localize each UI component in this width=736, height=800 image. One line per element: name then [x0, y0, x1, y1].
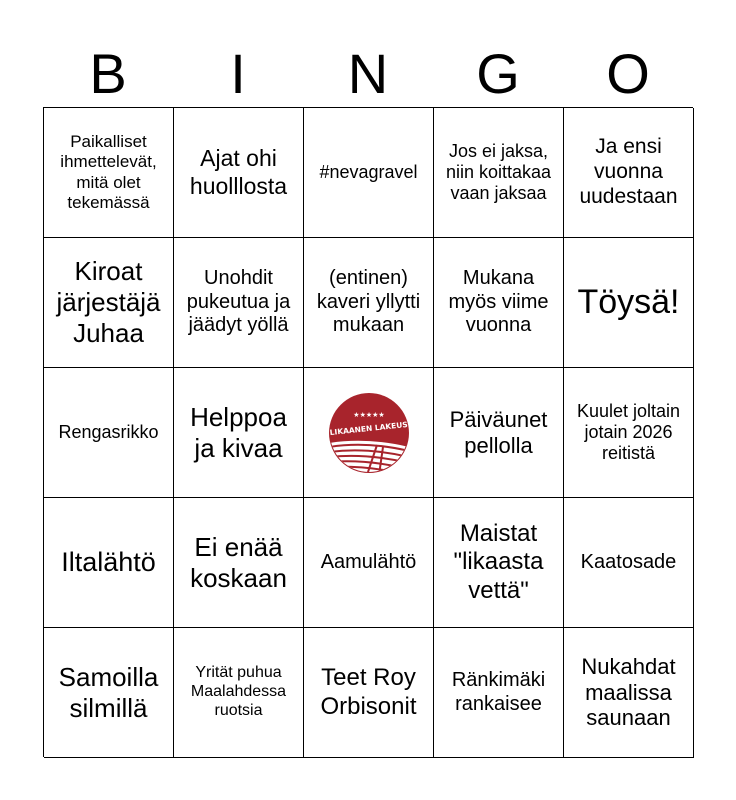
bingo-cell[interactable] — [174, 368, 304, 498]
bingo-cell[interactable] — [564, 368, 694, 498]
bingo-cell[interactable] — [174, 628, 304, 758]
cell-text: Yrität puhua Maalahdessa ruotsia — [190, 664, 287, 719]
cell-text: Ajat ohi huolllosta — [189, 145, 288, 199]
cell-text: Töysä! — [577, 283, 680, 322]
bingo-cell[interactable] — [564, 238, 694, 368]
cell-text: Helppoa ja kivaa — [190, 401, 287, 463]
cell-text: Maistat "likaasta vettä" — [453, 520, 544, 604]
bingo-cell[interactable] — [304, 238, 434, 368]
bingo-cell[interactable] — [304, 108, 434, 238]
header-letter-b: B — [89, 42, 127, 105]
header-letter-n: N — [347, 42, 389, 105]
header-letter-i: I — [230, 42, 246, 105]
header-letter-g: G — [476, 42, 520, 105]
bingo-cell[interactable] — [434, 628, 564, 758]
bingo-cell[interactable] — [304, 628, 434, 758]
cell-text: Unohdit pukeutua ja jäädyt yöllä — [186, 267, 291, 337]
cell-text: Kiroat järjestäjä Juhaa — [56, 256, 161, 348]
cell-text: Jos ei jaksa, niin koittakaa vaan jaksaa — [445, 140, 552, 204]
cell-text: Kaatosade — [580, 550, 677, 573]
cell-text: Ei enää koskaan — [190, 531, 287, 593]
logo-stars: ★★★★★ — [352, 410, 385, 419]
cell-text: Kuulet joltain jotain 2026 reitistä — [576, 400, 681, 464]
cell-text: Iltalähtö — [61, 546, 156, 577]
bingo-cell[interactable] — [174, 498, 304, 628]
logo-text: LIKAANEN LAKEUS — [328, 419, 408, 437]
bingo-cell[interactable] — [44, 628, 174, 758]
bingo-cell[interactable] — [434, 498, 564, 628]
bingo-cell[interactable] — [564, 628, 694, 758]
free-space-cell[interactable] — [304, 368, 434, 498]
cell-text: Ja ensi vuonna uudestaan — [579, 135, 678, 208]
bingo-cell[interactable] — [434, 238, 564, 368]
bingo-cell[interactable] — [174, 108, 304, 238]
bingo-cell[interactable] — [434, 108, 564, 238]
bingo-cell[interactable] — [564, 108, 694, 238]
cell-text: Nukahdat maalissa saunaan — [581, 653, 676, 731]
bingo-cell[interactable] — [174, 238, 304, 368]
cell-text: Teet Roy Orbisonit — [320, 664, 417, 720]
bingo-cell[interactable] — [44, 498, 174, 628]
bingo-board — [43, 107, 693, 757]
bingo-cell[interactable] — [304, 498, 434, 628]
cell-text: Paikalliset ihmettelevät, mitä olet tekemässä — [60, 132, 157, 212]
bingo-cell[interactable] — [44, 238, 174, 368]
cell-text: Aamulähtö — [320, 550, 417, 573]
bingo-cell[interactable] — [44, 368, 174, 498]
bingo-cell[interactable] — [434, 368, 564, 498]
bingo-cell[interactable] — [44, 108, 174, 238]
cell-text: (entinen) kaveri yllytti mukaan — [316, 267, 421, 337]
bingo-cell[interactable] — [564, 498, 694, 628]
cell-text: Samoilla silmillä — [58, 661, 159, 723]
cell-text: #nevagravel — [319, 161, 418, 182]
cell-text: Päiväunet pellolla — [449, 406, 548, 458]
cell-text: Ränkimäki rankaisee — [451, 668, 546, 715]
cell-text: Mukana myös viime vuonna — [448, 267, 549, 337]
header-letter-o: O — [606, 42, 650, 105]
cell-text: Rengasrikko — [58, 421, 159, 442]
likaanen-lakeus-logo — [327, 391, 411, 475]
bingo-header — [43, 40, 693, 108]
